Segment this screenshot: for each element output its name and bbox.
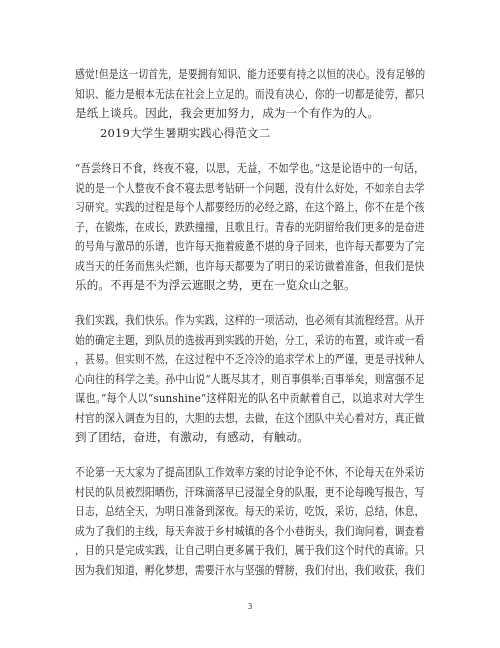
paragraph-line: 成为了我们的主线，每天奔波于乡村城镇的各个小巷街头，我们询问着，调查着 bbox=[75, 524, 425, 538]
paragraph-line: 我们实践，我们快乐。作为实践，这样的一项活动，也必须有其流程经营。从开 bbox=[75, 313, 425, 327]
paragraph-line: 乐的。不再是不为浮云遮眼之势，更在一览众山之躯。 bbox=[75, 278, 356, 292]
section-heading: 2019大学生暑期实践心得范文二 bbox=[100, 126, 271, 140]
paragraph-line: ，甚易。但实则不然，在这过程中不乏冷冷的追求学术上的严谨，更是寻找种人 bbox=[75, 352, 425, 366]
paragraph-line: 习研究。实践的过程是每个人都要经历的必经之路，在这个路上，你不在是个孩 bbox=[75, 200, 425, 214]
paragraph-line: 始的确定主题，到队员的选拔再到实践的开始，分工，采访的布置，或许或一看 bbox=[75, 333, 425, 347]
paragraph-line: 成当天的任务而焦头烂额，也许每天都要为了明日的采访做着准备，但我们是快 bbox=[75, 259, 425, 273]
paragraph-line: 到了团结，奋进，有激动，有感动，有触动。 bbox=[75, 430, 309, 444]
paragraph-line: 村民的队员被烈阳晒伤，汗珠滴落早已浸湿全身的队服，更不论每晚写报告，写 bbox=[75, 485, 425, 499]
paragraph-line: 是纸上谈兵。因此，我会更加努力，成为一个有作为的人。 bbox=[75, 106, 380, 120]
paragraph-line: 说的是一个人整夜不食不寝去思考钻研一个问题，没有什么好处，不如亲自去学 bbox=[75, 181, 425, 195]
paragraph-line: 日志，总结全天，为明日准备到深夜。每天的采访，吃饭，采访，总结，休息， bbox=[75, 504, 425, 518]
paragraph-line: 谋也。”每个人以“sunshine”这样阳光的队名中贡献着自己，以追求对大学生 bbox=[75, 391, 425, 405]
paragraph-line: 因为我们知道，孵化梦想，需要汗水与坚强的臂膀，我们付出，我们收获，我们 bbox=[75, 563, 425, 577]
paragraph-line: 心向往的科学之美。孙中山说“人既尽其才，则百事俱举;百事举矣，则富强不足 bbox=[75, 372, 425, 386]
paragraph-line: 的号角与激昂的乐谱，也许每天拖着疲惫不堪的身子回来，也许每天都要为了完 bbox=[75, 239, 425, 253]
paragraph-line: 知识、能力是根本无法在社会上立足的。而没有决心，你的一切都是徒劳，都只 bbox=[75, 87, 425, 101]
paragraph-line: 不论第一天大家为了提高团队工作效率方案的讨论争论不休，不论每天在外采访 bbox=[75, 465, 425, 479]
paragraph-line: 子，在锻炼，在成长，跌跌撞撞，且歌且行。青春的光阴留给我们更多的是奋进 bbox=[75, 220, 425, 234]
paragraph-line: 感觉!但是这一切首先，是要拥有知识、能力还要有持之以恒的决心。没有足够的 bbox=[75, 67, 426, 81]
paragraph-line: ，目的只是完成实践，让自己明白更多属于我们，属于我们这个时代的真谛。只 bbox=[75, 543, 425, 557]
paragraph-line: 村官的深入调查为目的，大胆的去想，去做，在这个团队中关心着对方，真正做 bbox=[75, 411, 425, 425]
paragraph-line: “吾尝终日不食，终夜不寝，以思，无益，不如学也。”这是论语中的一句话， bbox=[75, 161, 425, 175]
page-number: 3 bbox=[247, 602, 253, 611]
